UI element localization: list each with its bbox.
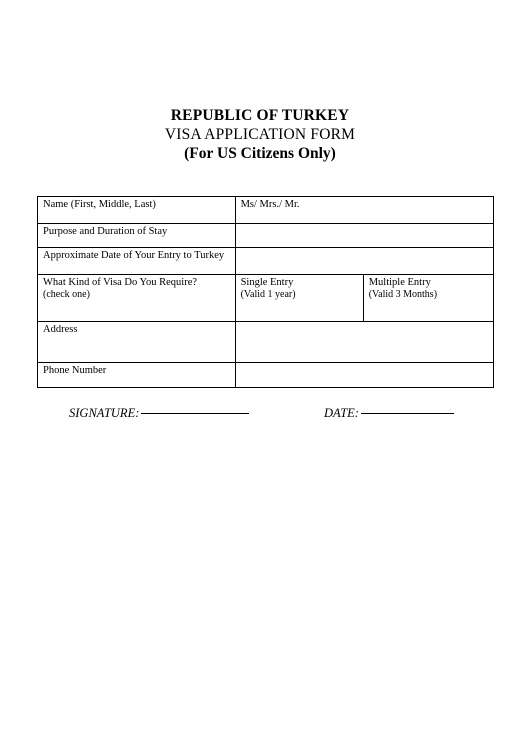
date-block	[324, 406, 454, 421]
multiple-entry-label: Multiple Entry	[368, 277, 431, 288]
address-label: Address	[38, 322, 236, 363]
application-table	[37, 196, 494, 388]
name-field[interactable]	[235, 197, 493, 224]
entry-date-field[interactable]	[235, 248, 493, 275]
country-heading: REPUBLIC OF TURKEY	[170, 107, 350, 124]
phone-label: Phone Number	[38, 363, 236, 388]
visa-kind-hint: (check one)	[43, 289, 90, 300]
address-row	[38, 322, 494, 363]
signature-block	[69, 406, 249, 421]
entry-date-row	[38, 248, 494, 275]
visa-kind-cell	[38, 275, 236, 322]
phone-row	[38, 363, 494, 388]
address-field[interactable]	[235, 322, 493, 363]
purpose-label: Purpose and Duration of Stay	[38, 224, 236, 248]
date-label: DATE:	[324, 406, 359, 420]
multiple-entry-option[interactable]	[363, 275, 493, 322]
name-row	[38, 197, 494, 224]
form-title: VISA APPLICATION FORM	[164, 126, 356, 143]
single-entry-label: Single Entry	[240, 277, 294, 288]
entry-date-label: Approximate Date of Your Entry to Turkey	[38, 248, 236, 275]
salutation-text: Ms/ Mrs./ Mr.	[240, 199, 300, 210]
single-entry-option[interactable]	[235, 275, 363, 322]
form-header	[0, 106, 520, 163]
single-entry-validity: (Valid 1 year)	[240, 289, 296, 300]
visa-kind-row	[38, 275, 494, 322]
restriction-note: (For US Citizens Only)	[184, 145, 336, 162]
signature-line[interactable]	[141, 412, 249, 414]
date-line[interactable]	[361, 412, 454, 414]
purpose-row	[38, 224, 494, 248]
multiple-entry-validity: (Valid 3 Months)	[368, 289, 438, 300]
visa-kind-label: What Kind of Visa Do You Require?	[43, 277, 198, 288]
purpose-field[interactable]	[235, 224, 493, 248]
signature-label: SIGNATURE:	[69, 406, 140, 420]
phone-field[interactable]	[235, 363, 493, 388]
name-label: Name (First, Middle, Last)	[38, 197, 236, 224]
